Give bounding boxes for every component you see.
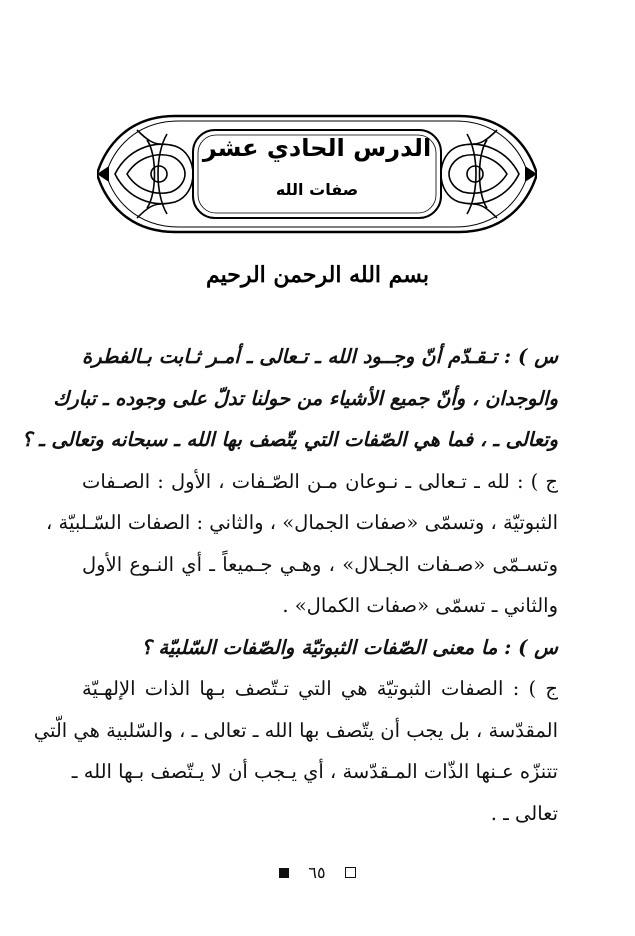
question-line: س ) : تـقـدّم أنّ وجــود الله ـ تـعالى ـ أمـر ثـابت بـالفطرة xyxy=(82,345,558,368)
title-frame xyxy=(97,110,537,238)
question-line: والوجدان ، وأنّ جميع الأشياء من حولنا تدلّ على وجوده ـ تبارك xyxy=(53,386,558,410)
answer-line: وتسـمّى «صـفات الجـلال» ، وهـي جـميعاً ـ أي النـوع الأول xyxy=(82,552,558,576)
answer-line: ج ) : الصفات الثبوتيّة هي التي تـتّصف بـها الذات الإلهـيّة xyxy=(82,677,558,700)
lesson-body xyxy=(21,336,558,834)
question-line: وتعالى ـ ، فما هي الصّفات التي يتّصف بها الله ـ سبحانه وتعالى ـ ؟ xyxy=(21,428,558,451)
lesson-subtitle: صفات الله xyxy=(275,180,359,199)
answer-line: تعالى ـ . xyxy=(490,801,558,825)
empty-square-icon xyxy=(345,867,356,878)
basmala-calligraphy: بسم الله الرحمن الرحيم xyxy=(205,262,430,288)
answer-line: المقدّسة ، بل يجب أن يتّصف بها الله ـ تعالى ـ ، والسّلبية هي الّتي xyxy=(33,718,558,742)
question-line: س ) : ما معنى الصّفات الثبوتيّة والصّفات السّلبيّة ؟ xyxy=(141,635,558,659)
filled-square-icon xyxy=(279,868,289,878)
lesson-title: الدرس الحادي عشر xyxy=(202,134,432,162)
answer-line: الثبوتيّة ، وتسمّى «صفات الجمال» ، والثاني : الصفات السّـلبيّة ، xyxy=(46,511,558,534)
answer-line: ج ) : لله ـ تـعالى ـ نـوعان مـن الصّـفات ، الأول : الصـفات xyxy=(82,469,558,493)
page-number: ٦٥ xyxy=(308,863,326,882)
ornamental-frame-icon xyxy=(97,110,537,238)
page-footer xyxy=(0,862,635,882)
answer-line: والثاني ـ تسمّى «صفات الكمال» . xyxy=(282,594,558,617)
answer-line: تتنزّه عـنها الذّات المـقدّسة ، أي يـجب أن لا يـتّصف بـها الله ـ xyxy=(71,760,558,783)
